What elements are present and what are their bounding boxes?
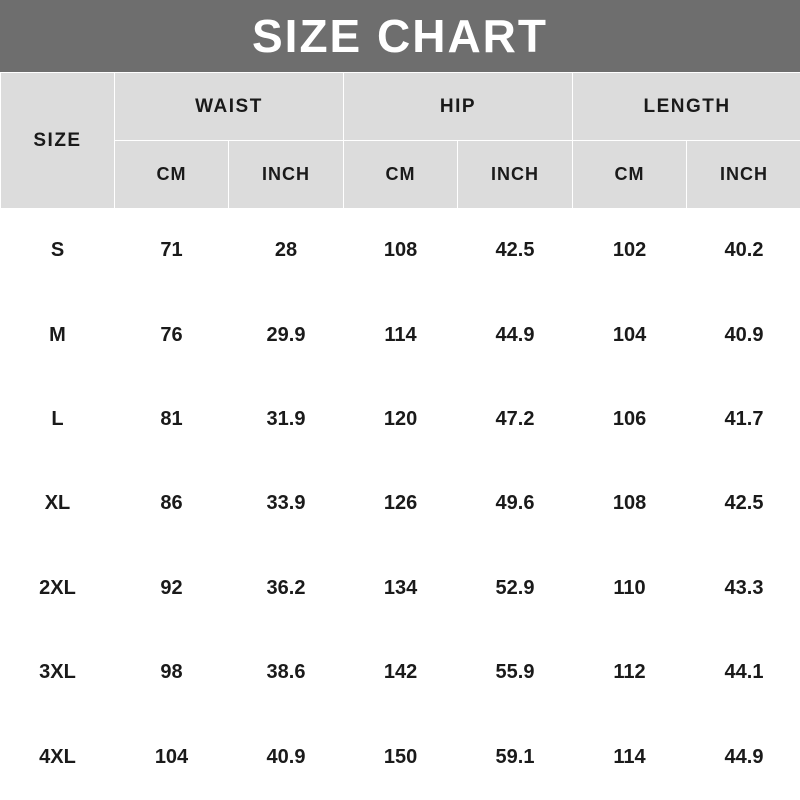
cell-size: 2XL — [1, 546, 115, 630]
header-unit-length-inch: INCH — [687, 141, 800, 209]
page-title: SIZE CHART — [252, 10, 548, 62]
table-row — [1, 209, 800, 293]
cell-waist-inch: 38.6 — [229, 631, 344, 715]
cell-hip-inch: 49.6 — [458, 462, 573, 546]
cell-hip-inch: 44.9 — [458, 293, 573, 377]
table-row — [1, 462, 800, 546]
cell-hip-cm: 114 — [344, 293, 458, 377]
cell-size: 4XL — [1, 715, 115, 799]
table-row — [1, 377, 800, 461]
cell-size: L — [1, 377, 115, 461]
cell-size: M — [1, 293, 115, 377]
cell-waist-inch: 31.9 — [229, 377, 344, 461]
cell-hip-inch: 52.9 — [458, 546, 573, 630]
cell-hip-cm: 126 — [344, 462, 458, 546]
cell-size: S — [1, 209, 115, 293]
header-group-length: LENGTH — [573, 73, 800, 141]
cell-length-cm: 104 — [573, 293, 687, 377]
cell-length-inch: 40.9 — [687, 293, 800, 377]
cell-waist-cm: 76 — [115, 293, 229, 377]
cell-hip-cm: 142 — [344, 631, 458, 715]
cell-length-inch: 43.3 — [687, 546, 800, 630]
cell-waist-inch: 28 — [229, 209, 344, 293]
title-bar — [0, 0, 800, 72]
cell-hip-inch: 42.5 — [458, 209, 573, 293]
cell-hip-cm: 108 — [344, 209, 458, 293]
table-row — [1, 631, 800, 715]
header-unit-waist-inch: INCH — [229, 141, 344, 209]
cell-size: 3XL — [1, 631, 115, 715]
cell-length-inch: 44.9 — [687, 715, 800, 799]
cell-waist-inch: 40.9 — [229, 715, 344, 799]
cell-waist-cm: 86 — [115, 462, 229, 546]
cell-hip-cm: 134 — [344, 546, 458, 630]
cell-hip-cm: 120 — [344, 377, 458, 461]
cell-hip-inch: 55.9 — [458, 631, 573, 715]
cell-hip-cm: 150 — [344, 715, 458, 799]
cell-waist-inch: 29.9 — [229, 293, 344, 377]
cell-length-inch: 44.1 — [687, 631, 800, 715]
header-unit-row — [1, 141, 800, 209]
cell-length-cm: 108 — [573, 462, 687, 546]
cell-hip-inch: 59.1 — [458, 715, 573, 799]
cell-waist-cm: 71 — [115, 209, 229, 293]
cell-hip-inch: 47.2 — [458, 377, 573, 461]
header-group-waist: WAIST — [115, 73, 344, 141]
header-size: SIZE — [1, 73, 115, 209]
cell-waist-inch: 33.9 — [229, 462, 344, 546]
header-unit-hip-inch: INCH — [458, 141, 573, 209]
cell-length-cm: 106 — [573, 377, 687, 461]
cell-waist-cm: 98 — [115, 631, 229, 715]
cell-length-inch: 42.5 — [687, 462, 800, 546]
header-group-row — [1, 73, 800, 141]
header-unit-length-cm: CM — [573, 141, 687, 209]
table-row — [1, 546, 800, 630]
cell-waist-cm: 92 — [115, 546, 229, 630]
table-header — [1, 73, 800, 209]
cell-waist-cm: 81 — [115, 377, 229, 461]
table-body — [1, 209, 800, 800]
cell-length-inch: 41.7 — [687, 377, 800, 461]
cell-size: XL — [1, 462, 115, 546]
table-row — [1, 293, 800, 377]
cell-waist-inch: 36.2 — [229, 546, 344, 630]
cell-length-inch: 40.2 — [687, 209, 800, 293]
cell-length-cm: 102 — [573, 209, 687, 293]
header-unit-hip-cm: CM — [344, 141, 458, 209]
header-group-hip: HIP — [344, 73, 573, 141]
size-chart-table — [0, 72, 800, 800]
header-unit-waist-cm: CM — [115, 141, 229, 209]
cell-length-cm: 110 — [573, 546, 687, 630]
cell-length-cm: 114 — [573, 715, 687, 799]
table-row — [1, 715, 800, 799]
cell-waist-cm: 104 — [115, 715, 229, 799]
cell-length-cm: 112 — [573, 631, 687, 715]
